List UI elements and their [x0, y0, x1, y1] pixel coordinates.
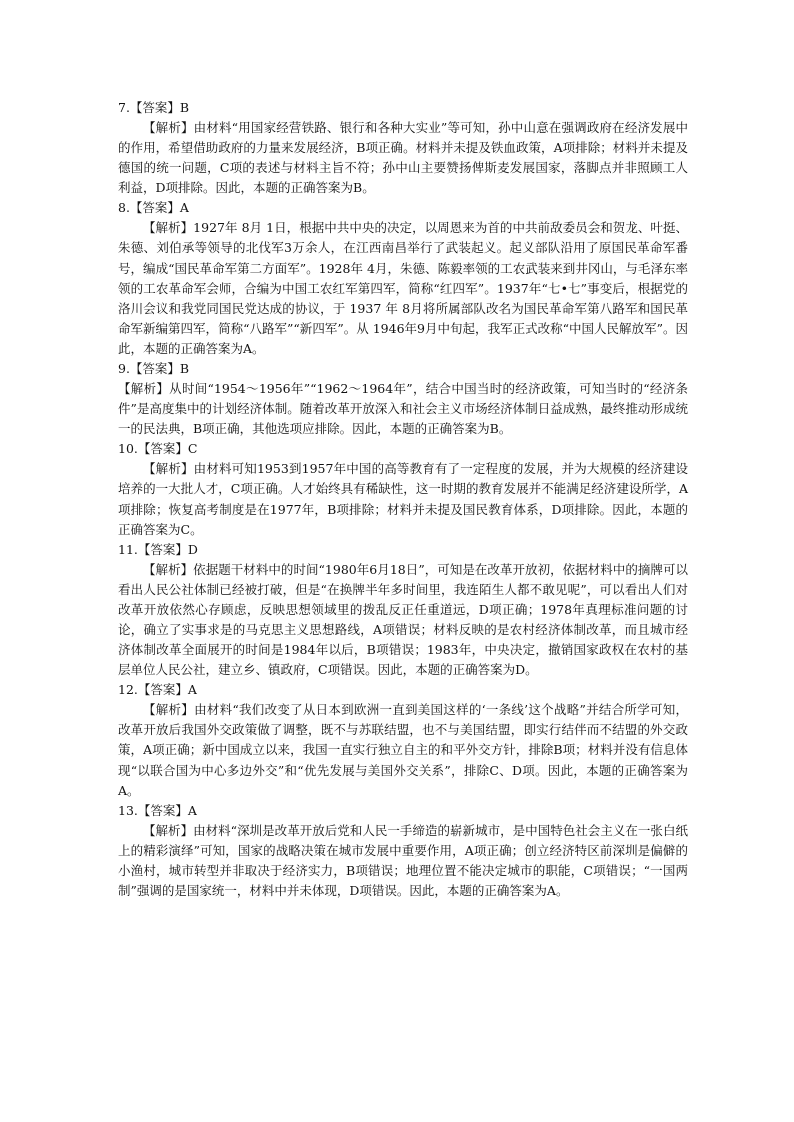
analysis-text: 【解析】由材料“我们改变了从日本到欧洲一直到美国这样的‘一条线’这个战略”并结合所学可知，改革开放后我国外交政策做了调整，既不与苏联结盟，也不与美国结盟，即实行结伴而不结盟的外交政策，A项正确；新中国成立以来，我国一直实行独立自主的和平外交方针，排除B项；材料并没有信息体现“以联合国为中心多边外交”和“优先发展与美国外交关系”，排除C、D项。因此，本题的正确答案为A。 — [118, 702, 688, 798]
analysis-text: 【解析】依据题干材料中的时间“1980年6月18日”，可知是在改革开放初，依据材料中的摘牌可以看出人民公社体制已经被打破，但是“在换牌半年多时间里，我连陌生人都不敢见呢”，可以看出人们对改革开放依然心存顾虑，反映思想领域里的拨乱反正任重道远，D项正确；1978年真理标准问题的讨论，确立了实事求是的马克思主义思想路线，A项错误；材料反映的是农村经济体制改革，而且城市经济体制改革全面展开的时间是1984年以后，B项错误；1983年，中央决定，撤销国家政权在农村的基层单位人民公社，建立乡、镇政府，C项错误。因此，本题的正确答案为D。 — [118, 561, 688, 678]
question-7-explanation — [118, 98, 688, 198]
answer-line: 11.【答案】D — [118, 541, 198, 557]
answer-line: 9.【答案】B — [118, 361, 190, 377]
question-12-explanation — [118, 680, 688, 800]
answer-line: 10.【答案】C — [118, 441, 198, 457]
question-11-explanation — [118, 540, 688, 681]
question-10-explanation — [118, 439, 688, 539]
analysis-text: 【解析】由材料“用国家经营铁路、银行和各种大实业”等可知，孙中山意在强调政府在经济发展中的作用，希望借助政府的力量来发展经济，B项正确。材料并未提及铁血政策，A项排除；材料并未提及德国的统一问题，C项的表述与材料主旨不符；孙中山主要赞扬俾斯麦发展国家，落脚点并非照顾工人利益，D项排除。因此，本题的正确答案为B。 — [118, 120, 688, 196]
answer-line: 8.【答案】A — [118, 200, 189, 216]
analysis-text: 【解析】由材料“深圳是改革开放后党和人民一手缔造的崭新城市，是中国特色社会主义在一张白纸上的精彩演绎”可知，国家的战略决策在城市发展中重要作用，A项正确；创立经济特区前深圳是偏僻的小渔村，城市转型并非取决于经济实力，B项错误；地理位置不能决定城市的职能，C项错误；“一国两制”强调的是国家统一，材料中并未体现，D项错误。因此，本题的正确答案为A。 — [118, 822, 688, 898]
question-9-explanation — [118, 359, 688, 439]
question-8-explanation — [118, 198, 688, 359]
document-page — [118, 98, 688, 901]
answer-line: 12.【答案】A — [118, 682, 197, 698]
answer-line: 7.【答案】B — [118, 100, 190, 115]
question-13-explanation — [118, 801, 688, 901]
analysis-text: 【解析】1927年 8月 1日，根据中共中央的决定，以周恩来为首的中共前敌委员会和贺龙、叶挺、朱德、刘伯承等领导的北伐军3万余人，在江西南昌举行了武装起义。起义部队沿用了原国民革命军番号，编成“国民革命军第二方面军”。1928年 4月，朱德、陈毅率领的工农武装来到井冈山，与毛泽东率领的工农革命军会师，合编为中国工农红军第四军，简称“红四军”。1937年“七•七”事变后，根据党的洛川会议和我党同国民党达成的协议，于 1937 年 8月将所属部队改名为国民革命军第八路军和国民革命军新编第四军，简称“八路军”“新四军”。从 1946年9月中旬起，我军正式改称“中国人民解放军”。因此，本题的正确答案为A。 — [118, 220, 688, 356]
analysis-text: 【解析】从时间“1954～1956年”“1962～1964年”，结合中国当时的经济政策，可知当时的“经济条件”是高度集中的计划经济体制。随着改革开放深入和社会主义市场经济体制日益成熟，最终推动形成统一的民法典，B项正确，其他选项应排除。因此，本题的正确答案为B。 — [118, 381, 688, 437]
analysis-text: 【解析】由材料可知1953到1957年中国的高等教育有了一定程度的发展，并为大规模的经济建设培养的一大批人才，C项正确。人才始终具有稀缺性，这一时期的教育发展并不能满足经济建设所学，A项排除；恢复高考制度是在1977年，B项排除；材料并未提及国民教育体系，D项排除。因此，本题的正确答案为C。 — [118, 461, 688, 537]
answer-line: 13.【答案】A — [118, 802, 197, 818]
